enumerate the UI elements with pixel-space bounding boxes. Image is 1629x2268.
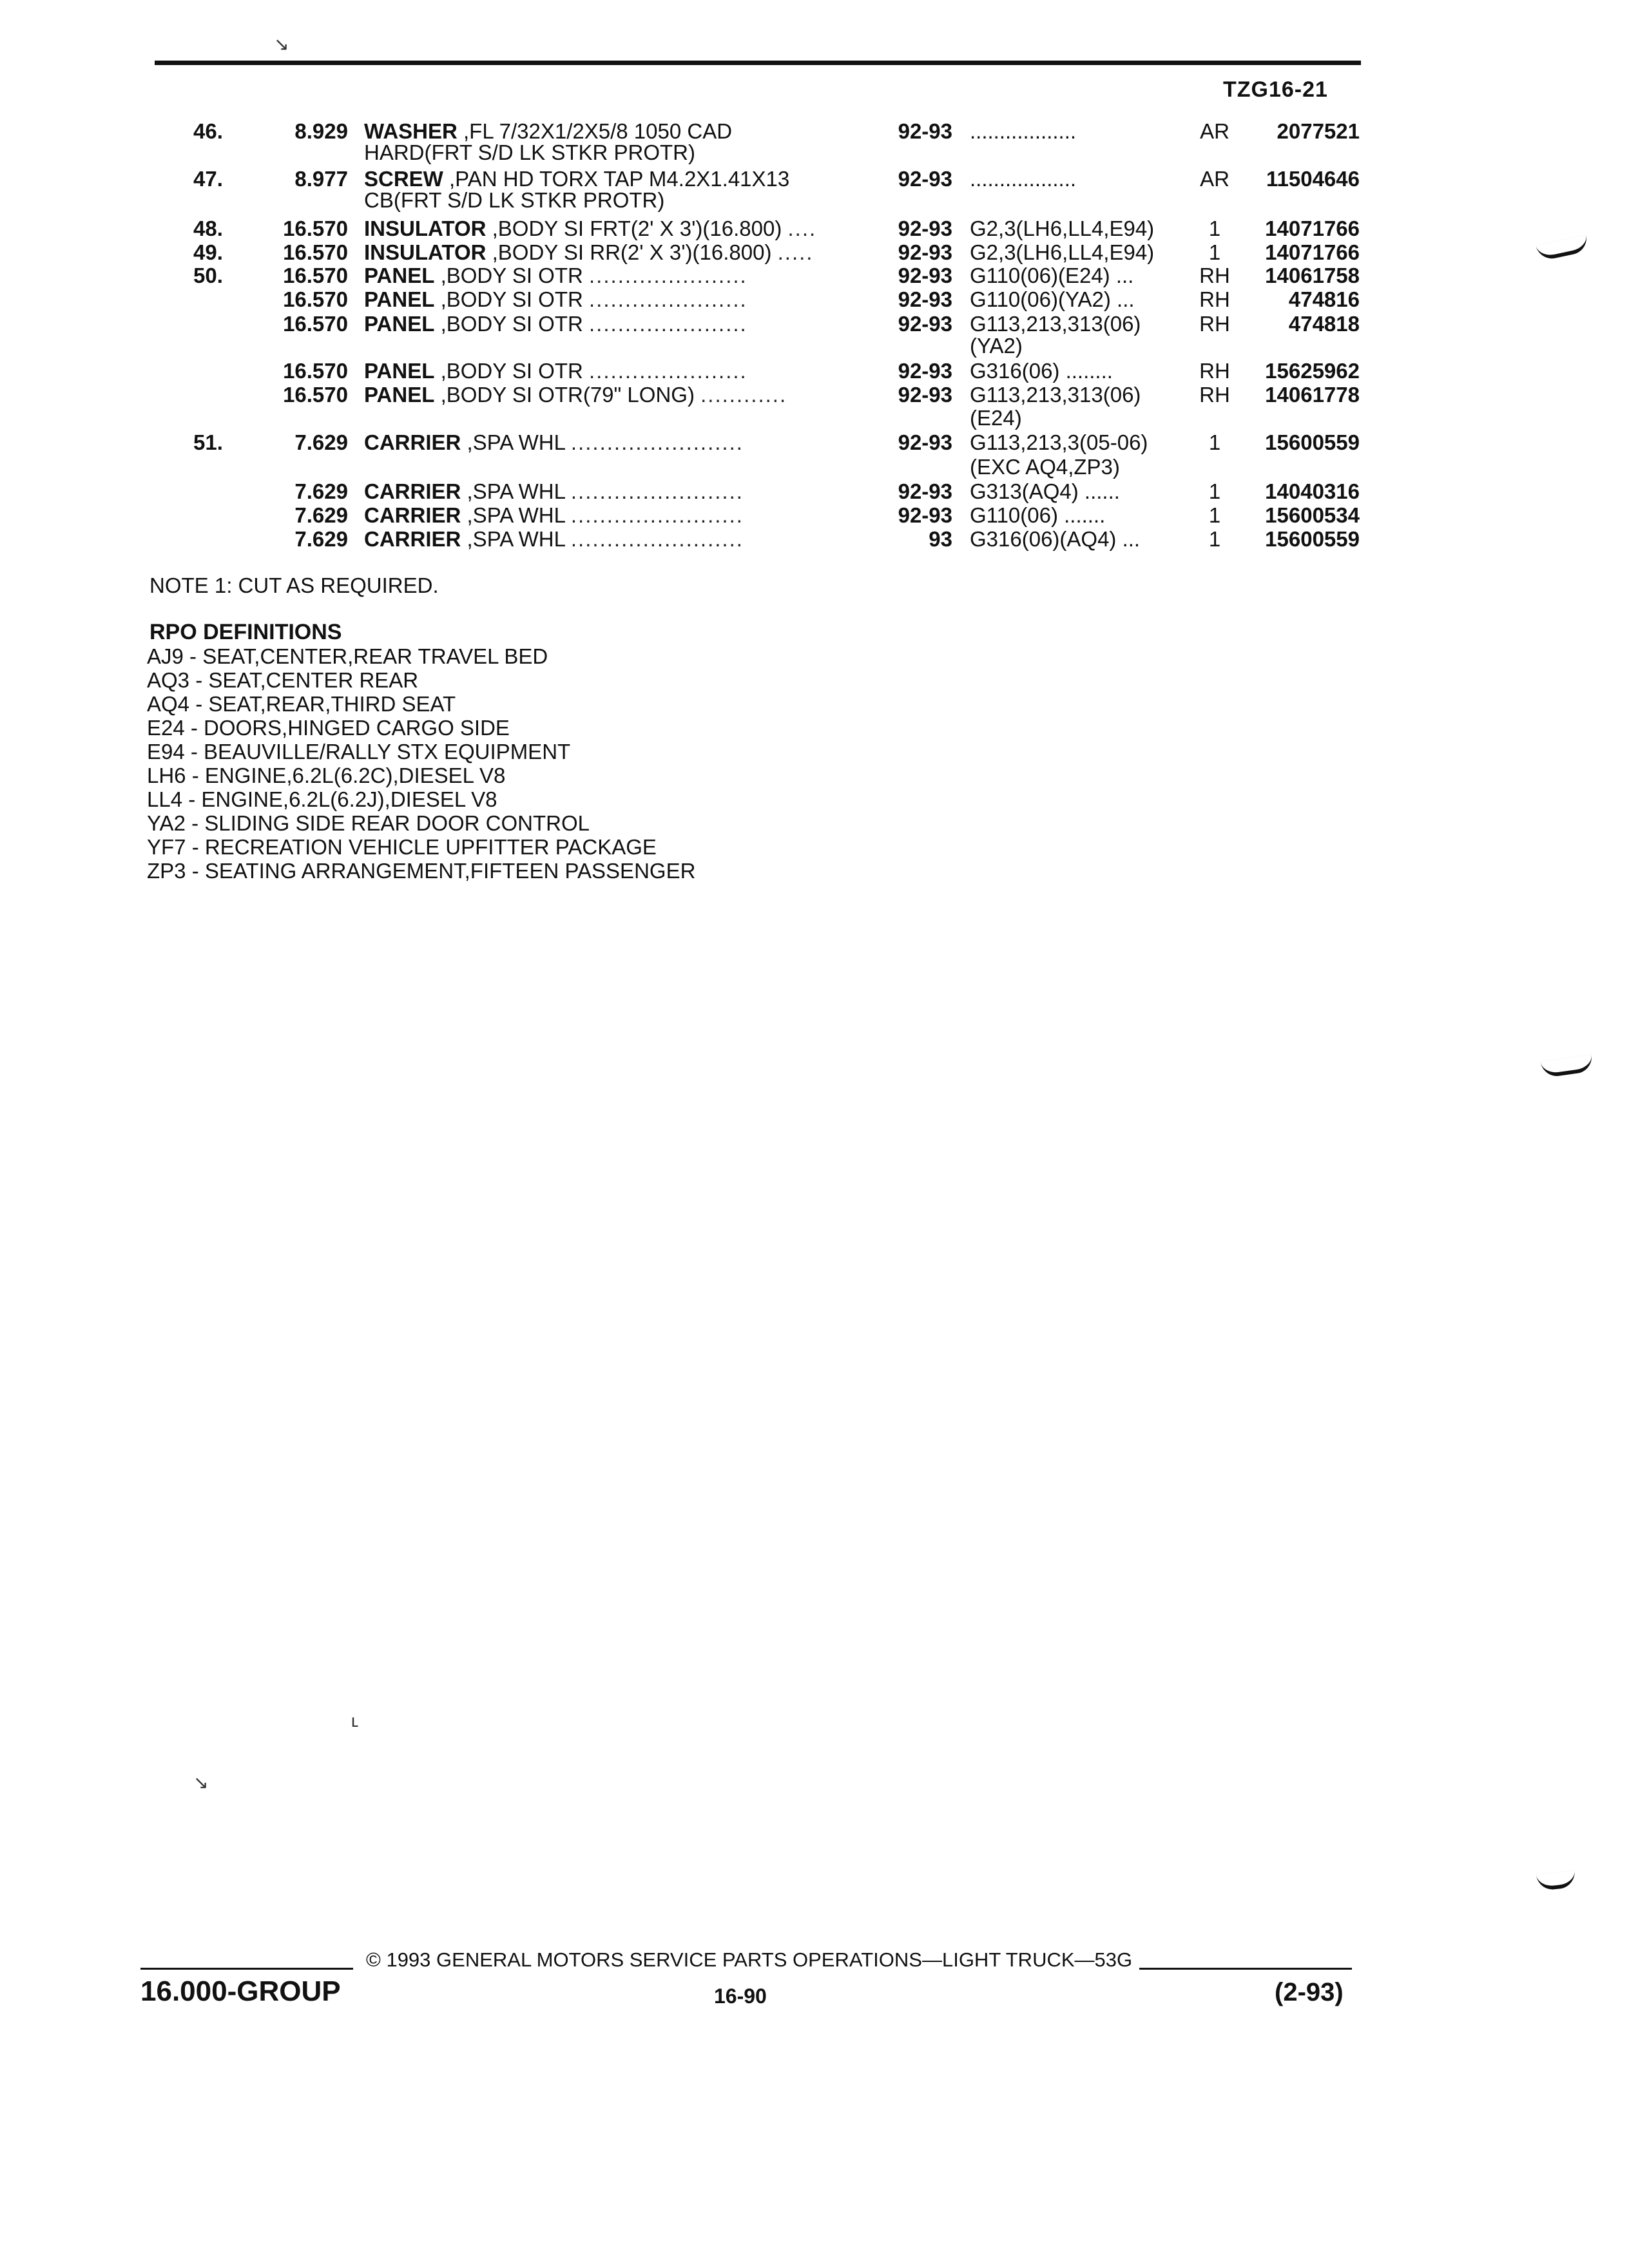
rpo-definition: ZP3 - SEATING ARRANGEMENT,FIFTEEN PASSENGER xyxy=(147,859,696,883)
part-number: 11504646 xyxy=(1266,167,1360,191)
leader-dots: ........................ xyxy=(570,503,744,527)
part-number: 14040316 xyxy=(1265,479,1360,503)
group-number: 16.570 xyxy=(283,216,348,240)
part-detail: ,SPA WHL xyxy=(461,479,565,503)
quantity: 1 xyxy=(1208,503,1221,527)
model-usage: G316(06) ........ xyxy=(970,359,1113,383)
parts-row xyxy=(0,264,1629,288)
model-usage: G313(AQ4) ...... xyxy=(970,479,1120,503)
note: NOTE 1: CUT AS REQUIRED. xyxy=(149,573,439,597)
model-years: 92-93 xyxy=(898,503,952,527)
part-number: 14061778 xyxy=(1265,383,1360,407)
part-detail: ,SPA WHL xyxy=(461,503,565,527)
leader-dots: ..... xyxy=(777,240,814,264)
scan-mark: ʟ xyxy=(351,1711,359,1731)
doc-code: TZG16-21 xyxy=(1223,77,1328,102)
group-number: 16.570 xyxy=(283,240,348,264)
part-description xyxy=(364,527,744,552)
page-number: 16-90 xyxy=(714,1984,767,2008)
part-number: 2077521 xyxy=(1277,119,1360,143)
rpo-definition: AJ9 - SEAT,CENTER,REAR TRAVEL BED xyxy=(147,644,548,668)
part-detail: ,PAN HD TORX TAP M4.2X1.41X13 xyxy=(443,167,790,191)
scan-mark: ↘ xyxy=(193,1773,209,1792)
group-label: 16.000-GROUP xyxy=(140,1975,341,2007)
leader-dots: ...................... xyxy=(589,287,747,311)
part-number: 15600559 xyxy=(1265,527,1360,551)
rpo-definition: YF7 - RECREATION VEHICLE UPFITTER PACKAGE xyxy=(147,835,657,859)
quantity: AR xyxy=(1200,167,1229,191)
part-description xyxy=(364,287,747,312)
model-usage: G113,213,313(06) xyxy=(970,312,1141,336)
rpo-definition: LH6 - ENGINE,6.2L(6.2C),DIESEL V8 xyxy=(147,764,506,787)
leader-dots: ...................... xyxy=(589,312,747,336)
part-detail: ,BODY SI OTR(79" LONG) xyxy=(434,383,695,407)
model-usage: .................. xyxy=(970,119,1077,143)
rpo-list xyxy=(147,644,695,883)
model-usage: (E24) xyxy=(970,406,1022,430)
item-number: 46. xyxy=(193,119,223,143)
leader-dots: .... xyxy=(787,216,817,240)
part-number: 474818 xyxy=(1288,312,1360,336)
rpo-definition: E24 - DOORS,HINGED CARGO SIDE xyxy=(147,716,510,740)
part-description xyxy=(364,430,744,455)
part-description xyxy=(364,479,744,504)
model-years: 92-93 xyxy=(898,240,952,264)
part-number: 474816 xyxy=(1288,287,1360,311)
leader-dots: ...................... xyxy=(589,264,747,287)
model-years: 92-93 xyxy=(898,216,952,240)
group-number: 7.629 xyxy=(294,430,348,454)
part-number: 14071766 xyxy=(1265,240,1360,264)
part-detail: ,BODY SI OTR xyxy=(434,359,583,383)
group-number: 7.629 xyxy=(294,503,348,527)
group-number: 8.977 xyxy=(294,167,348,191)
rpo-definition: AQ4 - SEAT,REAR,THIRD SEAT xyxy=(147,692,456,716)
revision-date: (2-93) xyxy=(1275,1978,1344,2006)
part-detail: ,BODY SI OTR xyxy=(434,312,583,336)
quantity: 1 xyxy=(1208,479,1221,503)
part-description xyxy=(364,140,695,165)
parts-row xyxy=(0,383,1629,407)
leader-dots: ........................ xyxy=(570,479,744,503)
parts-row xyxy=(0,188,1629,213)
parts-row xyxy=(0,455,1629,479)
leader-dots: ............ xyxy=(700,383,787,407)
item-number: 49. xyxy=(193,240,223,264)
model-usage: G316(06)(AQ4) ... xyxy=(970,527,1141,551)
model-years: 93 xyxy=(929,527,952,551)
part-detail: ,BODY SI FRT(2' X 3')(16.800) xyxy=(486,216,782,240)
quantity: RH xyxy=(1199,359,1230,383)
scan-mark: ↘ xyxy=(274,34,289,54)
parts-row xyxy=(0,287,1629,312)
parts-row xyxy=(0,430,1629,455)
part-number: 15600559 xyxy=(1265,430,1360,454)
group-number: 16.570 xyxy=(283,359,348,383)
quantity: AR xyxy=(1200,119,1229,143)
model-years: 92-93 xyxy=(898,287,952,311)
part-name: PANEL xyxy=(364,287,435,311)
quantity: RH xyxy=(1199,383,1230,407)
group-number: 16.570 xyxy=(283,264,348,287)
part-number: 15625962 xyxy=(1265,359,1360,383)
model-usage: (YA2) xyxy=(970,334,1023,358)
rpo-definition: E94 - BEAUVILLE/RALLY STX EQUIPMENT xyxy=(147,740,571,764)
leader-dots: ........................ xyxy=(570,430,744,454)
binder-mark xyxy=(1541,1055,1594,1079)
parts-row xyxy=(0,140,1629,165)
part-number: 14071766 xyxy=(1265,216,1360,240)
part-description xyxy=(364,264,747,288)
parts-row xyxy=(0,359,1629,383)
item-number: 51. xyxy=(193,430,223,454)
group-number: 16.570 xyxy=(283,312,348,336)
footer-rule-right xyxy=(1139,1968,1352,1970)
quantity: 1 xyxy=(1208,216,1221,240)
part-detail: ,BODY SI OTR xyxy=(434,287,583,311)
group-number: 7.629 xyxy=(294,479,348,503)
model-years: 92-93 xyxy=(898,312,952,336)
part-name: PANEL xyxy=(364,383,435,407)
leader-dots: ........................ xyxy=(570,527,744,551)
model-usage: G2,3(LH6,LL4,E94) xyxy=(970,216,1155,240)
part-detail: ,SPA WHL xyxy=(461,430,565,454)
item-number: 50. xyxy=(193,264,223,287)
rpo-definition: AQ3 - SEAT,CENTER REAR xyxy=(147,668,419,692)
part-description xyxy=(364,359,747,383)
group-number: 7.629 xyxy=(294,527,348,551)
part-description xyxy=(364,216,816,241)
item-number: 48. xyxy=(193,216,223,240)
part-description xyxy=(364,240,813,265)
rpo-definition: YA2 - SLIDING SIDE REAR DOOR CONTROL xyxy=(147,811,590,835)
part-name: SCREW xyxy=(364,167,443,191)
part-number: 15600534 xyxy=(1265,503,1360,527)
part-name: PANEL xyxy=(364,264,435,287)
model-usage: .................. xyxy=(970,167,1077,191)
parts-row xyxy=(0,527,1629,552)
parts-row xyxy=(0,479,1629,504)
part-name: CARRIER xyxy=(364,527,461,551)
part-detail: ,SPA WHL xyxy=(461,527,565,551)
parts-row xyxy=(0,406,1629,430)
model-years: 92-93 xyxy=(898,119,952,143)
part-number: 14061758 xyxy=(1265,264,1360,287)
part-description xyxy=(364,503,744,528)
top-rule xyxy=(155,61,1361,65)
model-usage: G110(06)(YA2) ... xyxy=(970,287,1135,311)
quantity: RH xyxy=(1199,287,1230,311)
quantity: RH xyxy=(1199,312,1230,336)
quantity: 1 xyxy=(1208,527,1221,551)
part-name: CARRIER xyxy=(364,430,461,454)
part-name: INSULATOR xyxy=(364,240,487,264)
part-name: CARRIER xyxy=(364,503,461,527)
quantity: RH xyxy=(1199,264,1230,287)
rpo-title: RPO DEFINITIONS xyxy=(149,620,342,644)
part-name: PANEL xyxy=(364,312,435,336)
parts-row xyxy=(0,240,1629,265)
group-number: 8.929 xyxy=(294,119,348,143)
model-years: 92-93 xyxy=(898,430,952,454)
model-years: 92-93 xyxy=(898,359,952,383)
model-years: 92-93 xyxy=(898,479,952,503)
parts-row xyxy=(0,503,1629,528)
model-years: 92-93 xyxy=(898,383,952,407)
parts-row xyxy=(0,312,1629,336)
part-description xyxy=(364,312,747,336)
leader-dots: ...................... xyxy=(589,359,747,383)
footer-rule-left xyxy=(140,1968,353,1970)
model-usage: (EXC AQ4,ZP3) xyxy=(970,455,1120,479)
part-description xyxy=(364,383,787,407)
part-name: INSULATOR xyxy=(364,216,487,240)
part-name: PANEL xyxy=(364,359,435,383)
part-name: WASHER xyxy=(364,119,458,143)
model-usage: G2,3(LH6,LL4,E94) xyxy=(970,240,1155,264)
part-detail: CB(FRT S/D LK STKR PROTR) xyxy=(364,188,665,212)
rpo-definition: LL4 - ENGINE,6.2L(6.2J),DIESEL V8 xyxy=(147,787,497,811)
part-detail: ,FL 7/32X1/2X5/8 1050 CAD xyxy=(457,119,733,143)
parts-row xyxy=(0,216,1629,241)
part-detail: ,BODY SI OTR xyxy=(434,264,583,287)
model-usage: G110(06) ....... xyxy=(970,503,1106,527)
copyright: © 1993 GENERAL MOTORS SERVICE PARTS OPERATIONS—LIGHT TRUCK—53G xyxy=(366,1948,1133,1971)
part-description xyxy=(364,188,664,213)
part-name: CARRIER xyxy=(364,479,461,503)
model-usage: G113,213,3(05-06) xyxy=(970,430,1148,454)
model-years: 92-93 xyxy=(898,264,952,287)
model-usage: G113,213,313(06) xyxy=(970,383,1141,407)
parts-row xyxy=(0,334,1629,358)
group-number: 16.570 xyxy=(283,383,348,407)
group-number: 16.570 xyxy=(283,287,348,311)
quantity: 1 xyxy=(1208,240,1221,264)
part-detail: HARD(FRT S/D LK STKR PROTR) xyxy=(364,140,695,164)
quantity: 1 xyxy=(1208,430,1221,454)
model-usage: G110(06)(E24) ... xyxy=(970,264,1134,287)
part-detail: ,BODY SI RR(2' X 3')(16.800) xyxy=(486,240,772,264)
item-number: 47. xyxy=(193,167,223,191)
model-years: 92-93 xyxy=(898,167,952,191)
binder-mark xyxy=(1536,1870,1576,1891)
